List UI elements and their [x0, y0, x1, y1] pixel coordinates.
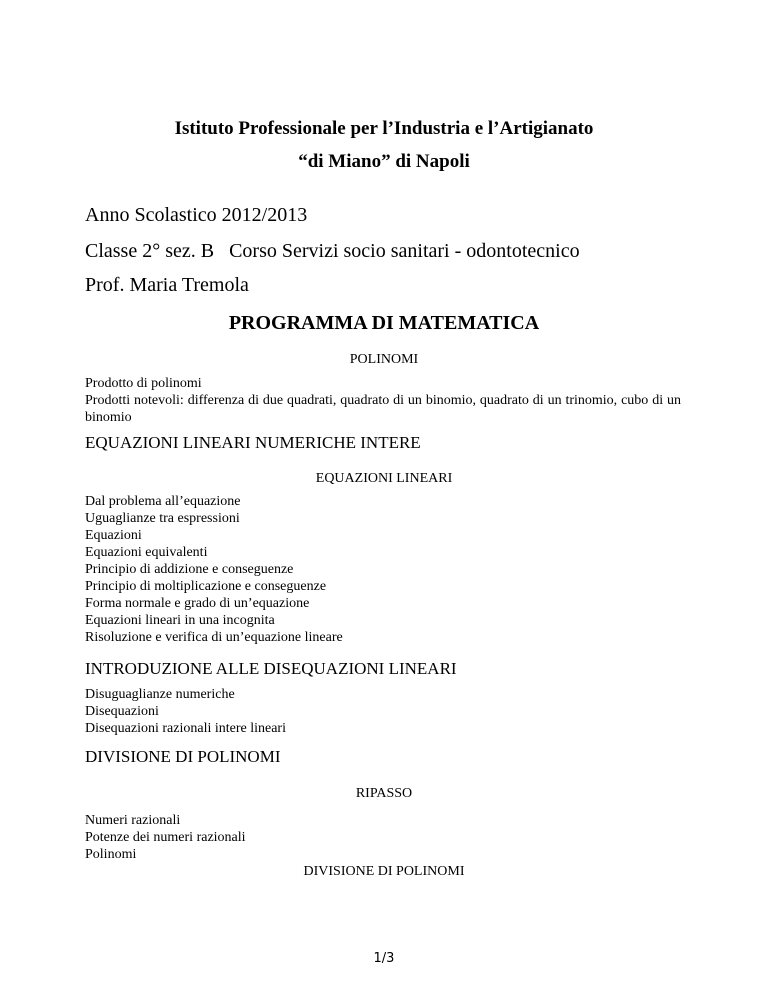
list-item: Forma normale e grado di un’equazione	[85, 596, 310, 611]
list-item: Principio di addizione e conseguenze	[85, 562, 294, 577]
class-info: Classe 2° sez. B Corso Servizi socio sanitari - odontotecnico	[85, 240, 580, 262]
section-subtitle-equazioni: EQUAZIONI LINEARI	[315, 471, 453, 486]
list-item: Principio di moltiplicazione e conseguenze	[85, 579, 327, 594]
list-item: Potenze dei numeri razionali	[85, 830, 246, 845]
section-heading-divisione: DIVISIONE DI POLINOMI	[85, 747, 281, 766]
section-subtitle-divisione: DIVISIONE DI POLINOMI	[303, 864, 465, 879]
document-title: PROGRAMMA DI MATEMATICA	[228, 312, 540, 334]
list-item: Equazioni equivalenti	[85, 545, 208, 560]
list-item: Disequazioni razionali intere lineari	[85, 721, 286, 736]
list-item: Equazioni	[85, 528, 142, 543]
school-year: Anno Scolastico 2012/2013	[85, 204, 308, 226]
list-item: Prodotto di polinomi	[85, 376, 202, 391]
ripasso-list	[85, 812, 685, 863]
polinomi-list	[85, 375, 685, 392]
equazioni-list	[85, 493, 685, 646]
list-item: Uguaglianze tra espressioni	[85, 511, 240, 526]
list-item: Dal problema all’equazione	[85, 494, 241, 509]
list-item: Risoluzione e verifica di un’equazione lineare	[85, 630, 343, 645]
institute-location: “di Miano” di Napoli	[298, 151, 470, 172]
teacher-name: Prof. Maria Tremola	[85, 274, 249, 296]
list-item: Numeri razionali	[85, 813, 181, 828]
section-heading-equazioni: EQUAZIONI LINEARI NUMERICHE INTERE	[85, 433, 421, 452]
section-heading-disequazioni: INTRODUZIONE ALLE DISEQUAZIONI LINEARI	[85, 659, 457, 678]
disequazioni-list	[85, 686, 685, 737]
list-item: Equazioni lineari in una incognita	[85, 613, 275, 628]
list-item: Polinomi	[85, 847, 137, 862]
section-subtitle-ripasso: RIPASSO	[355, 786, 413, 801]
prodotti-notevoli-paragraph: Prodotti notevoli: differenza di due quadrati, quadrato di un binomio, quadrato di un trinomio, cubo di un binomio	[85, 393, 681, 425]
list-item: Disuguaglianze numeriche	[85, 687, 235, 702]
section-subtitle-polinomi: POLINOMI	[349, 352, 419, 367]
page-number: 1/3	[373, 951, 395, 966]
list-item: Disequazioni	[85, 704, 159, 719]
institute-name: Istituto Professionale per l’Industria e l’Artigianato	[174, 118, 594, 139]
